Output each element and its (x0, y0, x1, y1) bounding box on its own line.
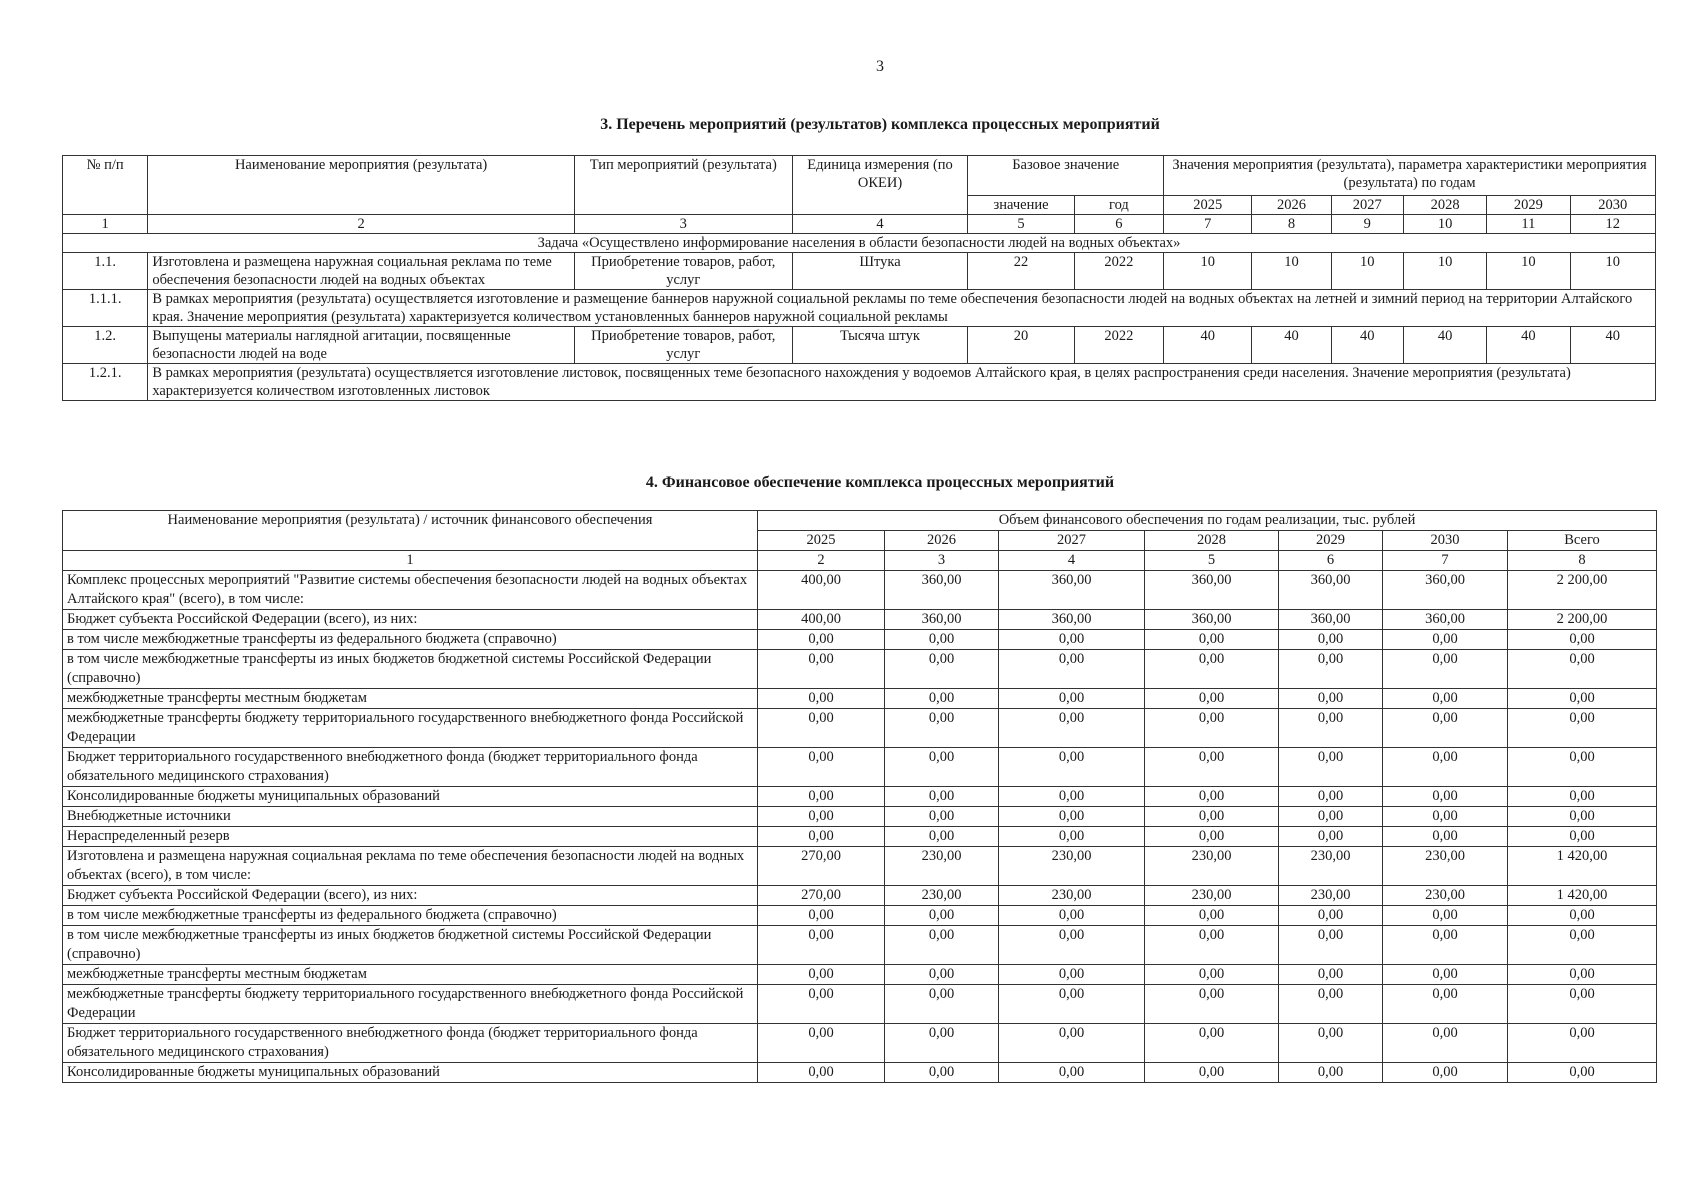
column-number: 8 (1508, 551, 1657, 571)
row-value: 230,00 (1383, 847, 1508, 886)
row-value: 0,00 (1508, 807, 1657, 827)
row-value: 0,00 (1145, 689, 1279, 709)
table-row (63, 364, 1656, 401)
row-name: в том числе межбюджетные трансферты из иных бюджетов бюджетной системы Российской Федерации (справочно) (63, 650, 758, 689)
row-value: 0,00 (1145, 827, 1279, 847)
row-value: 0,00 (999, 1063, 1145, 1083)
row-value: 0,00 (1508, 630, 1657, 650)
row-value: 230,00 (885, 886, 999, 906)
column-number: 11 (1487, 215, 1570, 234)
row-value: 0,00 (1145, 807, 1279, 827)
row-value: 0,00 (999, 926, 1145, 965)
row-base-value: 20 (968, 327, 1074, 364)
row-value: 230,00 (1145, 886, 1279, 906)
header-volume: Объем финансового обеспечения по годам реализации, тыс. рублей (758, 511, 1657, 531)
row-value: 0,00 (1145, 926, 1279, 965)
table-row (63, 689, 1657, 709)
row-value-2030: 10 (1570, 253, 1655, 290)
row-value: 0,00 (1279, 985, 1383, 1024)
header-year-2030: 2030 (1570, 196, 1655, 215)
row-value: 230,00 (885, 847, 999, 886)
row-value: 0,00 (758, 926, 885, 965)
row-value: 0,00 (885, 926, 999, 965)
header-year-0: 2025 (758, 531, 885, 551)
row-value: 0,00 (1508, 1063, 1657, 1083)
row-name: Бюджет субъекта Российской Федерации (всего), из них: (63, 886, 758, 906)
row-value: 0,00 (999, 630, 1145, 650)
row-unit: Штука (792, 253, 968, 290)
row-value: 270,00 (758, 847, 885, 886)
row-value: 0,00 (1279, 650, 1383, 689)
row-value: 0,00 (1383, 827, 1508, 847)
row-number: 1.2. (63, 327, 148, 364)
row-value: 0,00 (1383, 1063, 1508, 1083)
row-name: Консолидированные бюджеты муниципальных образований (63, 787, 758, 807)
row-value: 0,00 (999, 709, 1145, 748)
section-3-title: 3. Перечень мероприятий (результатов) комплекса процессных мероприятий (600, 116, 1160, 133)
row-value: 0,00 (1145, 985, 1279, 1024)
row-value: 0,00 (758, 807, 885, 827)
row-value: 0,00 (885, 906, 999, 926)
row-value: 0,00 (1383, 650, 1508, 689)
header-year-1: 2026 (885, 531, 999, 551)
row-name: в том числе межбюджетные трансферты из федерального бюджета (справочно) (63, 906, 758, 926)
table-row (63, 253, 1656, 290)
row-type: Приобретение товаров, работ, услуг (574, 253, 792, 290)
row-name: Бюджет территориального государственного внебюджетного фонда (бюджет территориального фонда обязательного медицинского страхования) (63, 748, 758, 787)
row-value: 0,00 (1508, 985, 1657, 1024)
row-value: 0,00 (758, 985, 885, 1024)
row-value: 0,00 (758, 906, 885, 926)
row-value: 0,00 (758, 709, 885, 748)
row-name: Изготовлена и размещена наружная социальная реклама по теме обеспечения безопасности людей на водных объектах (148, 253, 575, 290)
row-value-2027: 10 (1331, 253, 1403, 290)
row-base-year: 2022 (1074, 327, 1163, 364)
row-value: 2 200,00 (1508, 571, 1657, 610)
table-row (63, 1024, 1657, 1063)
row-value: 400,00 (758, 610, 885, 630)
row-value: 0,00 (1508, 709, 1657, 748)
row-value: 0,00 (758, 1024, 885, 1063)
row-value: 270,00 (758, 886, 885, 906)
row-value: 360,00 (1383, 610, 1508, 630)
row-value: 0,00 (1279, 926, 1383, 965)
row-value: 0,00 (885, 787, 999, 807)
row-value: 0,00 (1508, 650, 1657, 689)
row-value: 0,00 (885, 985, 999, 1024)
row-type: Приобретение товаров, работ, услуг (574, 327, 792, 364)
table-row (63, 965, 1657, 985)
row-value: 0,00 (885, 748, 999, 787)
row-name: Консолидированные бюджеты муниципальных образований (63, 1063, 758, 1083)
header-base-value: значение (968, 196, 1074, 215)
row-number: 1.1.1. (63, 290, 148, 327)
row-value-2029: 10 (1487, 253, 1570, 290)
header-year-2025: 2025 (1164, 196, 1252, 215)
row-value-2025: 40 (1164, 327, 1252, 364)
column-number: 9 (1331, 215, 1403, 234)
column-number: 1 (63, 551, 758, 571)
row-value: 0,00 (999, 689, 1145, 709)
row-name: Изготовлена и размещена наружная социальная реклама по теме обеспечения безопасности людей на водных объектах (всего), в том числе: (63, 847, 758, 886)
row-value: 0,00 (1383, 787, 1508, 807)
row-value: 0,00 (999, 807, 1145, 827)
row-description: В рамках мероприятия (результата) осуществляется изготовление листовок, посвященных теме безопасного нахождения у водоемов Алтайского края, в целях распространения среди населения. Значение мероприятия (результата) характеризуется количеством изготовленных листовок (148, 364, 1656, 401)
row-value: 0,00 (1279, 1063, 1383, 1083)
table-row (63, 748, 1657, 787)
row-name: Бюджет территориального государственного внебюджетного фонда (бюджет территориального фонда обязательного медицинского страхования) (63, 1024, 758, 1063)
row-value: 360,00 (885, 571, 999, 610)
section-4-title: 4. Финансовое обеспечение комплекса процессных мероприятий (645, 474, 1115, 491)
row-value: 1 420,00 (1508, 847, 1657, 886)
row-value: 0,00 (1508, 1024, 1657, 1063)
column-number: 5 (968, 215, 1074, 234)
row-name: межбюджетные трансферты бюджету территориального государственного внебюджетного фонда Российской Федерации (63, 709, 758, 748)
row-value: 0,00 (885, 1063, 999, 1083)
table-row (63, 847, 1657, 886)
row-value: 0,00 (999, 827, 1145, 847)
header-base: Базовое значение (968, 156, 1164, 196)
table-row (63, 807, 1657, 827)
row-value: 0,00 (1279, 827, 1383, 847)
row-value: 360,00 (1279, 610, 1383, 630)
column-number: 1 (63, 215, 148, 234)
header-year-4: 2029 (1279, 531, 1383, 551)
row-value: 0,00 (999, 787, 1145, 807)
row-value: 0,00 (1383, 709, 1508, 748)
row-value: 0,00 (885, 709, 999, 748)
row-value-2028: 10 (1403, 253, 1486, 290)
row-number: 1.1. (63, 253, 148, 290)
row-value: 360,00 (1383, 571, 1508, 610)
header-year-2028: 2028 (1403, 196, 1486, 215)
row-name: в том числе межбюджетные трансферты из федерального бюджета (справочно) (63, 630, 758, 650)
row-value: 230,00 (999, 886, 1145, 906)
row-value: 230,00 (999, 847, 1145, 886)
row-value: 0,00 (758, 748, 885, 787)
row-value: 0,00 (885, 807, 999, 827)
row-name: межбюджетные трансферты местным бюджетам (63, 689, 758, 709)
row-value: 0,00 (1279, 748, 1383, 787)
row-value: 0,00 (1279, 906, 1383, 926)
row-value: 1 420,00 (1508, 886, 1657, 906)
table-row (63, 630, 1657, 650)
row-value: 360,00 (999, 571, 1145, 610)
row-value: 2 200,00 (1508, 610, 1657, 630)
header-year-2027: 2027 (1331, 196, 1403, 215)
row-value: 0,00 (1508, 906, 1657, 926)
row-number: 1.2.1. (63, 364, 148, 401)
row-value: 0,00 (1145, 787, 1279, 807)
column-number: 7 (1164, 215, 1252, 234)
activities-table (62, 155, 1656, 401)
row-value: 0,00 (758, 630, 885, 650)
row-value: 0,00 (1279, 689, 1383, 709)
row-value: 0,00 (1383, 807, 1508, 827)
row-value: 0,00 (999, 906, 1145, 926)
column-number: 6 (1074, 215, 1163, 234)
row-value: 0,00 (758, 787, 885, 807)
header-year-2029: 2029 (1487, 196, 1570, 215)
row-value: 0,00 (1145, 1063, 1279, 1083)
column-number: 10 (1403, 215, 1486, 234)
row-value: 0,00 (885, 689, 999, 709)
row-value: 0,00 (1383, 630, 1508, 650)
row-value: 0,00 (1508, 965, 1657, 985)
task-row: Задача «Осуществлено информирование населения в области безопасности людей на водных объектах» (63, 234, 1656, 253)
row-value: 0,00 (1279, 787, 1383, 807)
row-value: 0,00 (758, 650, 885, 689)
row-name: в том числе межбюджетные трансферты из иных бюджетов бюджетной системы Российской Федерации (справочно) (63, 926, 758, 965)
row-value: 0,00 (999, 985, 1145, 1024)
financing-table (62, 510, 1657, 1083)
row-value: 0,00 (1279, 965, 1383, 985)
row-value-2027: 40 (1331, 327, 1403, 364)
header-base-year: год (1074, 196, 1163, 215)
table-row (63, 985, 1657, 1024)
table-row (63, 1063, 1657, 1083)
row-value: 0,00 (999, 650, 1145, 689)
row-value: 400,00 (758, 571, 885, 610)
row-name: Внебюджетные источники (63, 807, 758, 827)
row-value: 0,00 (1383, 906, 1508, 926)
column-number: 3 (885, 551, 999, 571)
row-value: 0,00 (1279, 807, 1383, 827)
row-value: 230,00 (1279, 886, 1383, 906)
column-number: 6 (1279, 551, 1383, 571)
row-name: Бюджет субъекта Российской Федерации (всего), из них: (63, 610, 758, 630)
row-value: 230,00 (1383, 886, 1508, 906)
row-value: 0,00 (1145, 1024, 1279, 1063)
row-value: 0,00 (1279, 1024, 1383, 1063)
row-value: 0,00 (1383, 985, 1508, 1024)
column-number: 2 (758, 551, 885, 571)
row-value: 0,00 (1145, 650, 1279, 689)
row-value: 0,00 (758, 1063, 885, 1083)
row-value: 0,00 (885, 827, 999, 847)
row-value: 0,00 (885, 1024, 999, 1063)
row-value: 360,00 (1145, 571, 1279, 610)
table-row (63, 926, 1657, 965)
row-value: 0,00 (999, 748, 1145, 787)
row-value-2025: 10 (1164, 253, 1252, 290)
row-value: 0,00 (1383, 965, 1508, 985)
row-value: 230,00 (1145, 847, 1279, 886)
row-value: 0,00 (1279, 630, 1383, 650)
header-unit: Единица измерения (по ОКЕИ) (792, 156, 968, 215)
column-number: 3 (574, 215, 792, 234)
table-row (63, 906, 1657, 926)
header-year-5: 2030 (1383, 531, 1508, 551)
column-number: 2 (148, 215, 575, 234)
header-type: Тип мероприятий (результата) (574, 156, 792, 215)
table-row (63, 327, 1656, 364)
row-value: 0,00 (758, 827, 885, 847)
row-description: В рамках мероприятия (результата) осуществляется изготовление и размещение баннеров наружной социальной рекламы по теме обеспечения безопасности людей на водных объектах на летней и зимний период на территории Алтайского края. Значение мероприятия (результата) характеризуется количеством установленных баннеров наружной социальной рекламы (148, 290, 1656, 327)
row-value: 0,00 (885, 650, 999, 689)
row-value: 0,00 (1145, 709, 1279, 748)
column-number: 4 (792, 215, 968, 234)
row-value: 0,00 (885, 630, 999, 650)
row-value: 0,00 (758, 965, 885, 985)
row-base-value: 22 (968, 253, 1074, 290)
header-name: Наименование мероприятия (результата) / источник финансового обеспечения (63, 511, 758, 551)
column-number: 12 (1570, 215, 1655, 234)
header-year-2: 2027 (999, 531, 1145, 551)
header-year-2026: 2026 (1252, 196, 1331, 215)
row-value: 0,00 (1383, 689, 1508, 709)
column-number: 7 (1383, 551, 1508, 571)
header-year-3: 2028 (1145, 531, 1279, 551)
row-value-2026: 40 (1252, 327, 1331, 364)
row-value: 0,00 (758, 689, 885, 709)
row-value: 0,00 (1508, 689, 1657, 709)
row-value: 360,00 (1279, 571, 1383, 610)
row-value: 0,00 (1508, 787, 1657, 807)
header-values-by-year: Значения мероприятия (результата), параметра характеристики мероприятия (результата) по годам (1164, 156, 1656, 196)
row-value-2030: 40 (1570, 327, 1655, 364)
row-name: межбюджетные трансферты местным бюджетам (63, 965, 758, 985)
row-name: Выпущены материалы наглядной агитации, посвященные безопасности людей на воде (148, 327, 575, 364)
row-value: 0,00 (1383, 926, 1508, 965)
row-value: 0,00 (1508, 748, 1657, 787)
row-value: 0,00 (1383, 1024, 1508, 1063)
row-value: 0,00 (1383, 748, 1508, 787)
row-value-2026: 10 (1252, 253, 1331, 290)
column-number: 4 (999, 551, 1145, 571)
row-value: 360,00 (1145, 610, 1279, 630)
row-value: 0,00 (1508, 827, 1657, 847)
row-value: 0,00 (885, 965, 999, 985)
row-unit: Тысяча штук (792, 327, 968, 364)
row-base-year: 2022 (1074, 253, 1163, 290)
table-row (63, 610, 1657, 630)
row-value: 230,00 (1279, 847, 1383, 886)
row-value: 0,00 (1145, 965, 1279, 985)
table-row (63, 650, 1657, 689)
table-row (63, 709, 1657, 748)
header-year-6: Всего (1508, 531, 1657, 551)
row-name: Комплекс процессных мероприятий "Развитие системы обеспечения безопасности людей на водных объектах Алтайского края" (всего), в том числе: (63, 571, 758, 610)
row-value-2029: 40 (1487, 327, 1570, 364)
row-value: 0,00 (1145, 630, 1279, 650)
row-value-2028: 40 (1403, 327, 1486, 364)
column-number: 8 (1252, 215, 1331, 234)
table-row (63, 886, 1657, 906)
header-num: № п/п (63, 156, 148, 215)
row-value: 0,00 (1145, 748, 1279, 787)
table-row (63, 571, 1657, 610)
row-name: межбюджетные трансферты бюджету территориального государственного внебюджетного фонда Российской Федерации (63, 985, 758, 1024)
table-row (63, 787, 1657, 807)
page-number: 3 (876, 58, 884, 75)
row-value: 0,00 (1508, 926, 1657, 965)
row-value: 0,00 (1145, 906, 1279, 926)
row-value: 0,00 (999, 965, 1145, 985)
row-name: Нераспределенный резерв (63, 827, 758, 847)
header-name: Наименование мероприятия (результата) (148, 156, 575, 215)
row-value: 0,00 (1279, 709, 1383, 748)
table-row (63, 827, 1657, 847)
row-value: 360,00 (885, 610, 999, 630)
table-row (63, 290, 1656, 327)
column-number: 5 (1145, 551, 1279, 571)
row-value: 360,00 (999, 610, 1145, 630)
row-value: 0,00 (999, 1024, 1145, 1063)
